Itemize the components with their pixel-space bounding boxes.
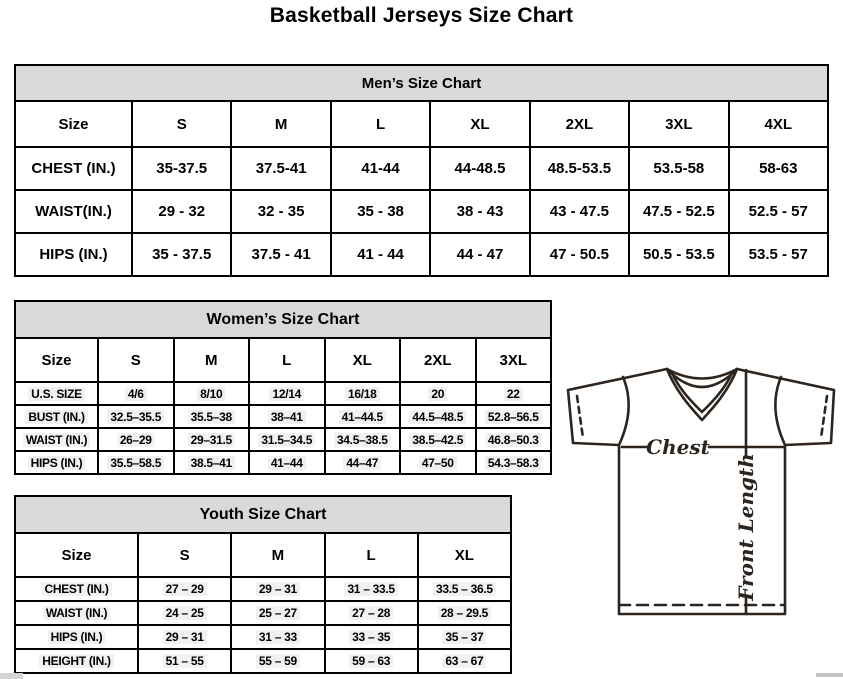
cell: 8/10 bbox=[174, 382, 250, 405]
cell: 38.5–42.5 bbox=[400, 428, 476, 451]
col-header: XL bbox=[325, 338, 401, 382]
cell: 32 - 35 bbox=[231, 190, 330, 233]
cell: 53.5-58 bbox=[629, 147, 728, 190]
table-row bbox=[15, 428, 551, 451]
cell: 35 - 37.5 bbox=[132, 233, 231, 276]
cell: 59 – 63 bbox=[325, 649, 418, 673]
table-row bbox=[15, 649, 511, 673]
cell: 51 – 55 bbox=[138, 649, 231, 673]
cell: 52.8–56.5 bbox=[476, 405, 552, 428]
cell: 41-44 bbox=[331, 147, 430, 190]
table-row bbox=[15, 405, 551, 428]
col-header: S bbox=[138, 533, 231, 577]
row-label: U.S. SIZE bbox=[15, 382, 98, 405]
cell: 37.5 - 41 bbox=[231, 233, 330, 276]
cell: 38.5–41 bbox=[174, 451, 250, 474]
table-row bbox=[15, 382, 551, 405]
table-row bbox=[15, 601, 511, 625]
cell: 37.5-41 bbox=[231, 147, 330, 190]
cell: 28 – 29.5 bbox=[418, 601, 511, 625]
jersey-outline-drawing bbox=[556, 356, 843, 620]
youth-size-table bbox=[14, 495, 512, 674]
cell: 38–41 bbox=[249, 405, 325, 428]
row-label: CHEST (IN.) bbox=[15, 577, 138, 601]
cell: 58-63 bbox=[729, 147, 828, 190]
row-label: HEIGHT (IN.) bbox=[15, 649, 138, 673]
col-header: XL bbox=[418, 533, 511, 577]
cell: 44 - 47 bbox=[430, 233, 529, 276]
col-header: 2XL bbox=[530, 101, 629, 147]
col-header: 4XL bbox=[729, 101, 828, 147]
cell: 43 - 47.5 bbox=[530, 190, 629, 233]
cell: 44–47 bbox=[325, 451, 401, 474]
cell: 63 – 67 bbox=[418, 649, 511, 673]
table-row bbox=[15, 147, 828, 190]
cell: 29 – 31 bbox=[231, 577, 324, 601]
col-header: S bbox=[98, 338, 174, 382]
cell: 46.8–50.3 bbox=[476, 428, 552, 451]
col-header: L bbox=[249, 338, 325, 382]
cell: 47–50 bbox=[400, 451, 476, 474]
cell: 16/18 bbox=[325, 382, 401, 405]
cell: 34.5–38.5 bbox=[325, 428, 401, 451]
table-row bbox=[15, 190, 828, 233]
table-row bbox=[15, 338, 551, 382]
cell: 44-48.5 bbox=[430, 147, 529, 190]
cell: 41 - 44 bbox=[331, 233, 430, 276]
cell: 33 – 35 bbox=[325, 625, 418, 649]
col-header: Size bbox=[15, 338, 98, 382]
col-header: S bbox=[132, 101, 231, 147]
cell: 25 – 27 bbox=[231, 601, 324, 625]
cell: 55 – 59 bbox=[231, 649, 324, 673]
scrollbar-fragment-left[interactable] bbox=[0, 673, 23, 679]
cell: 29 – 31 bbox=[138, 625, 231, 649]
table-row bbox=[15, 451, 551, 474]
row-label: WAIST (IN.) bbox=[15, 428, 98, 451]
page-title: Basketball Jerseys Size Chart bbox=[269, 4, 574, 27]
col-header: XL bbox=[430, 101, 529, 147]
cell: 26–29 bbox=[98, 428, 174, 451]
scrollbar-fragment-right[interactable] bbox=[816, 673, 843, 677]
cell: 47.5 - 52.5 bbox=[629, 190, 728, 233]
col-header: 3XL bbox=[629, 101, 728, 147]
cell: 22 bbox=[476, 382, 552, 405]
womens-table-title: Women’s Size Chart bbox=[15, 301, 551, 338]
col-header: M bbox=[231, 101, 330, 147]
cell: 32.5–35.5 bbox=[98, 405, 174, 428]
col-header: L bbox=[331, 101, 430, 147]
table-row bbox=[15, 101, 828, 147]
cell: 31 – 33.5 bbox=[325, 577, 418, 601]
row-label: BUST (IN.) bbox=[15, 405, 98, 428]
womens-size-table bbox=[14, 300, 552, 475]
youth-table-title: Youth Size Chart bbox=[15, 496, 511, 533]
cell: 35.5–38 bbox=[174, 405, 250, 428]
row-label: HIPS (IN.) bbox=[15, 233, 132, 276]
col-header: 2XL bbox=[400, 338, 476, 382]
table-row bbox=[15, 577, 511, 601]
cell: 50.5 - 53.5 bbox=[629, 233, 728, 276]
mens-table-title: Men’s Size Chart bbox=[15, 65, 828, 101]
col-header: Size bbox=[15, 533, 138, 577]
cell: 35 - 38 bbox=[331, 190, 430, 233]
cell: 35-37.5 bbox=[132, 147, 231, 190]
cell: 35.5–58.5 bbox=[98, 451, 174, 474]
cell: 31.5–34.5 bbox=[249, 428, 325, 451]
cell: 27 – 29 bbox=[138, 577, 231, 601]
chest-measure-label: Chest bbox=[646, 435, 710, 459]
front-length-measure-label: Front Length bbox=[734, 453, 758, 601]
cell: 20 bbox=[400, 382, 476, 405]
cell: 41–44.5 bbox=[325, 405, 401, 428]
table-row bbox=[15, 533, 511, 577]
cell: 29–31.5 bbox=[174, 428, 250, 451]
cell: 33.5 – 36.5 bbox=[418, 577, 511, 601]
cell: 29 - 32 bbox=[132, 190, 231, 233]
cell: 12/14 bbox=[249, 382, 325, 405]
table-row bbox=[15, 625, 511, 649]
col-header: 3XL bbox=[476, 338, 552, 382]
cell: 4/6 bbox=[98, 382, 174, 405]
cell: 53.5 - 57 bbox=[729, 233, 828, 276]
cell: 27 – 28 bbox=[325, 601, 418, 625]
col-header: L bbox=[325, 533, 418, 577]
cell: 31 – 33 bbox=[231, 625, 324, 649]
col-header: M bbox=[174, 338, 250, 382]
row-label: HIPS (IN.) bbox=[15, 625, 138, 649]
row-label: HIPS (IN.) bbox=[15, 451, 98, 474]
row-label: WAIST(IN.) bbox=[15, 190, 132, 233]
row-label: WAIST (IN.) bbox=[15, 601, 138, 625]
cell: 24 – 25 bbox=[138, 601, 231, 625]
cell: 44.5–48.5 bbox=[400, 405, 476, 428]
cell: 48.5-53.5 bbox=[530, 147, 629, 190]
cell: 52.5 - 57 bbox=[729, 190, 828, 233]
mens-size-table bbox=[14, 64, 829, 277]
cell: 35 – 37 bbox=[418, 625, 511, 649]
cell: 41–44 bbox=[249, 451, 325, 474]
cell: 54.3–58.3 bbox=[476, 451, 552, 474]
table-row bbox=[15, 233, 828, 276]
jersey-measurement-diagram bbox=[556, 356, 843, 620]
col-header: Size bbox=[15, 101, 132, 147]
row-label: CHEST (IN.) bbox=[15, 147, 132, 190]
col-header: M bbox=[231, 533, 324, 577]
cell: 47 - 50.5 bbox=[530, 233, 629, 276]
cell: 38 - 43 bbox=[430, 190, 529, 233]
